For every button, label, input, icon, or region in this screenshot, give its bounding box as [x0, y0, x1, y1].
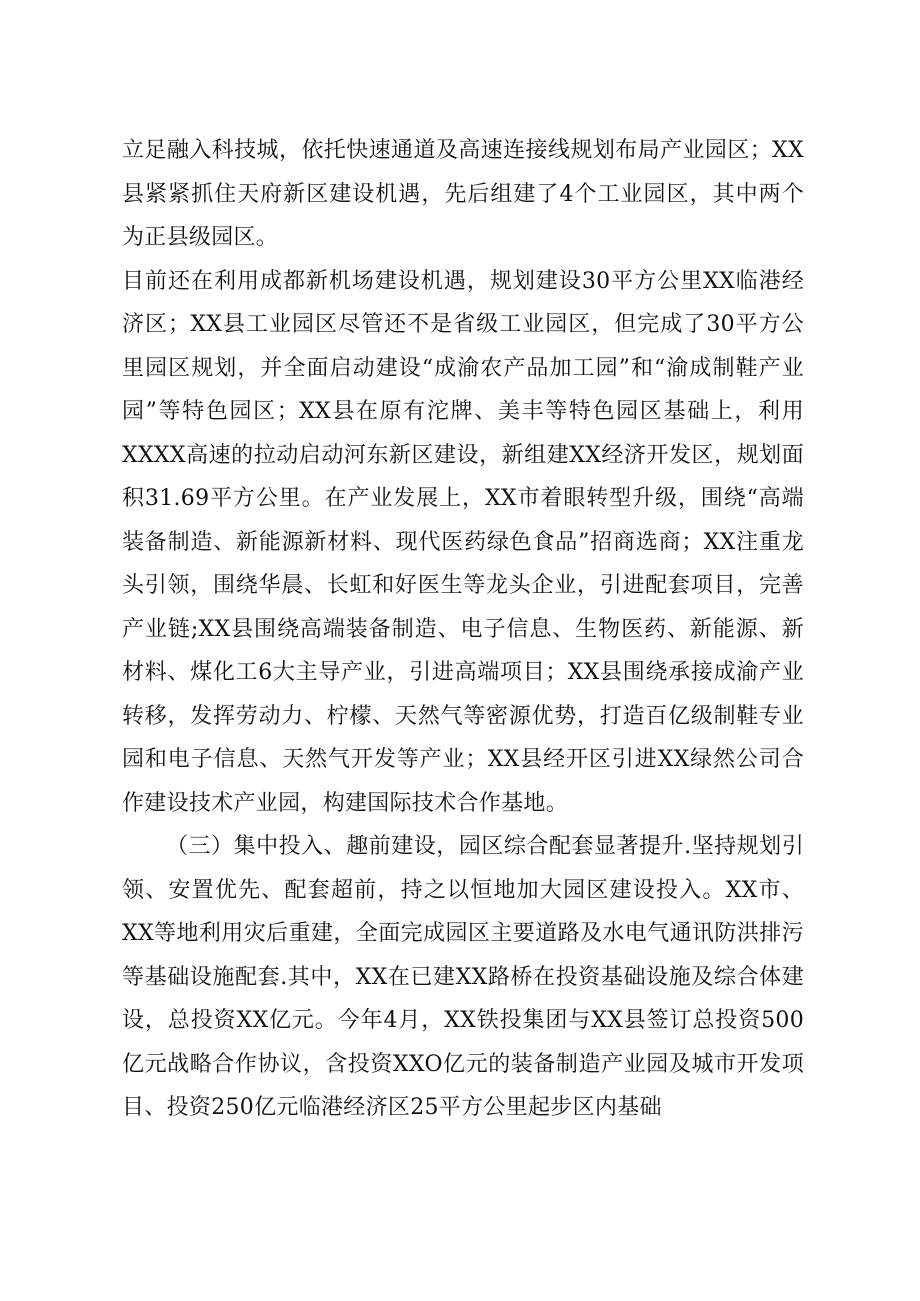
paragraph-2: 目前还在利用成都新机场建设机遇，规划建设30平方公里XX临港经济区；XX县工业园区尽管还不是省级工业园区，但完成了30平方公里园区规划，并全面启动建设“成渝农产品加工园”和“渝成制鞋产业园”等特色园区；XX县在原有沱牌、美丰等特色园区基础上，利用XXXX高速的拉动启动河东新区建设，新组建XX经济开发区，规划面积31.69平方公里。在产业发展上，XX市着眼转型升级，围绕“高端装备制造、新能源新材料、现代医药绿色食品”招商选商；XX注重龙头引领，围绕华晨、长虹和好医生等龙头企业，引进配套项目，完善产业链;XX县围绕高端装备制造、电子信息、生物医药、新能源、新材料、煤化工6大主导产业，引进高端项目；XX县围绕承接成渝产业转移，发挥劳动力、柠檬、天然气等密源优势，打造百亿级制鞋专业园和电子信息、天然气开发等产业；XX县经开区引进XX绿然公司合作建设技术产业园，构建国际技术合作基地。: [122, 268, 804, 816]
paragraph-1: 立足融入科技城，依托快速通道及高速连接线规划布局产业园区；XX县紧紧抓住天府新区建设机遇，先后组建了4个工业园区，其中两个为正县级园区。: [122, 138, 804, 250]
document-body: [122, 129, 804, 1130]
paragraph-3: （三）集中投入、趣前建设，园区综合配套显著提升.坚持规划引领、安置优先、配套超前，持之以恒地加大园区建设投入。XX市、XX等地利用灾后重建，全面完成园区主要道路及水电气通讯防洪排污等基础设施配套.其中，XX在已建XX路桥在投资基础设施及综合体建设，总投资XX亿元。今年4月，XX铁投集团与XX县签订总投资500亿元战略合作协议，含投资XXO亿元的装备制造产业园及城市开发项目、投资250亿元临港经济区25平方公里起步区内基础: [122, 834, 804, 1120]
